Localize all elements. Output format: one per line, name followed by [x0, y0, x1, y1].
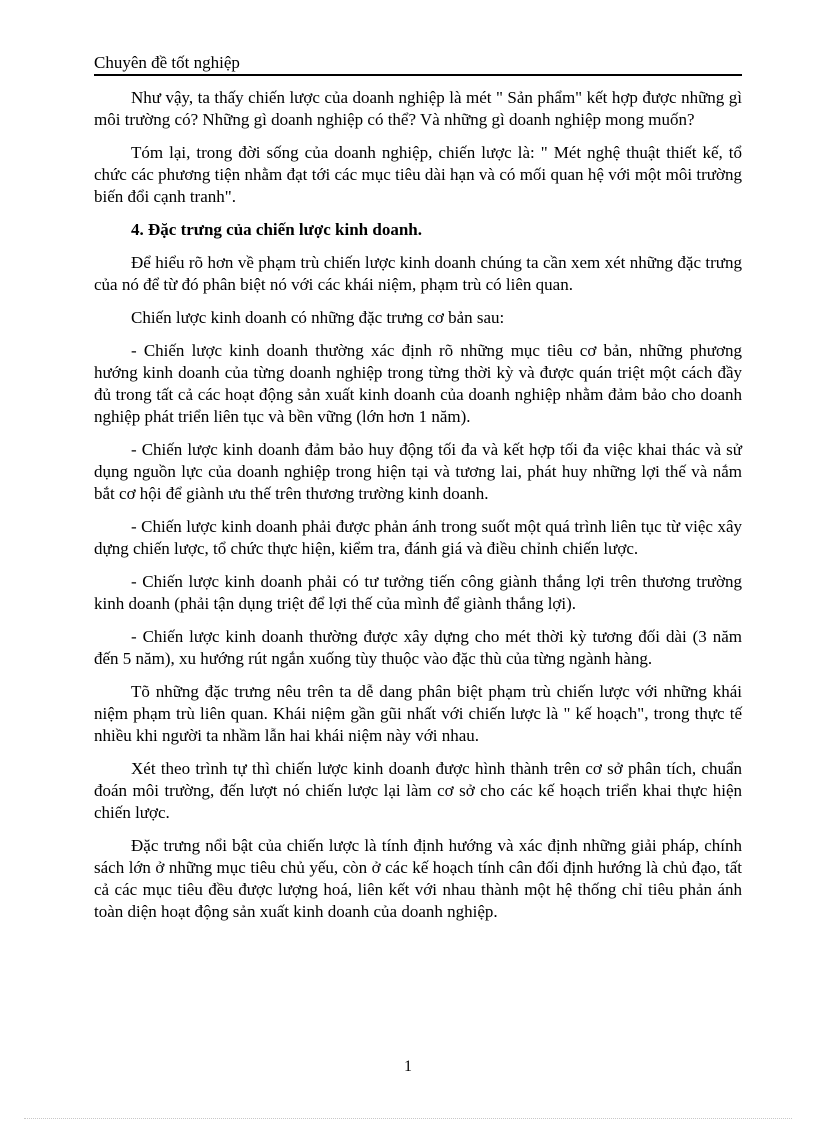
- paragraph: Để hiểu rõ hơn về phạm trù chiến lược kinh doanh chúng ta cần xem xét những đặc trưng của nó để từ đó phân biệt nó với các khái niệm, phạm trù có liên quan.: [94, 253, 742, 294]
- bullet-paragraph: - Chiến lược kinh doanh thường được xây dựng cho mét thời kỳ tương đối dài (3 năm đến 5 năm), xu hướng rút ngắn xuống tùy thuộc vào đặc thù của từng ngành hàng.: [94, 627, 742, 668]
- paragraph: Như vậy, ta thấy chiến lược của doanh nghiệp là mét " Sản phẩm" kết hợp được những gì môi trường có? Những gì doanh nghiệp có thể? Và những gì doanh nghiệp mong muốn?: [94, 88, 742, 129]
- bullet-paragraph: - Chiến lược kinh doanh phải được phản ánh trong suốt một quá trình liên tục từ việc xây dựng chiến lược, tổ chức thực hiện, kiểm tra, đánh giá và điều chỉnh chiến lược.: [94, 517, 742, 558]
- section-heading: 4. Đặc trưng của chiến lược kinh doanh.: [131, 220, 422, 239]
- page-number: 1: [404, 1058, 412, 1075]
- page-header: Chuyên đề tốt nghiệp: [94, 53, 240, 72]
- paragraph: Chiến lược kinh doanh có những đặc trưng cơ bản sau:: [131, 308, 505, 327]
- bullet-paragraph: - Chiến lược kinh doanh thường xác định rõ những mục tiêu cơ bản, những phương hướng kinh doanh của từng doanh nghiệp trong từng thời kỳ và được quán triệt một cách đầy đủ trong tất cả các hoạt động sản xuất kinh doanh của doanh nghiệp nhằm đảm bảo cho doanh nghiệp phát triển liên tục và bền vững (lớn hơn 1 năm).: [94, 341, 742, 426]
- paragraph: Đặc trưng nổi bật của chiến lược là tính định hướng và xác định những giải pháp, chính sách lớn ở những mục tiêu chủ yếu, còn ở các kế hoạch tính cân đối định hướng là chủ đạo, tất cả các mục tiêu đều được lượng hoá, liên kết với nhau thành một hệ thống chỉ tiêu phản ánh toàn diện hoạt động sản xuất kinh doanh của doanh nghiệp.: [94, 836, 742, 921]
- page-bottom-dotted-line: [24, 1118, 792, 1119]
- bullet-paragraph: - Chiến lược kinh doanh đảm bảo huy động tối đa và kết hợp tối đa việc khai thác và sử dụng nguồn lực của doanh nghiệp trong hiện tại và tương lai, phát huy những lợi thế và nắm bắt cơ hội để giành ưu thế trên thương trường kinh doanh.: [94, 440, 742, 503]
- paragraph: Tóm lại, trong đời sống của doanh nghiệp, chiến lược là: " Mét nghệ thuật thiết kế, tổ chức các phương tiện nhằm đạt tới các mục tiêu dài hạn và có mối quan hệ với một môi trường biến đổi cạnh tranh".: [94, 143, 742, 206]
- page-body: [94, 87, 742, 934]
- header-rule: [94, 74, 742, 76]
- paragraph: Xét theo trình tự thì chiến lược kinh doanh được hình thành trên cơ sở phân tích, chuẩn đoán môi trường, đến lượt nó chiến lược lại làm cơ sở cho các kế hoạch triển khai thực hiện chiến lược.: [94, 759, 742, 822]
- paragraph: Tõ những đặc trưng nêu trên ta dễ dang phân biệt phạm trù chiến lược với những khái niệm phạm trù liên quan. Khái niệm gần gũi nhất với chiến lược là " kế hoạch", trong thực tế nhiều khi người ta nhầm lẫn hai khái niệm này với nhau.: [94, 682, 742, 745]
- bullet-paragraph: - Chiến lược kinh doanh phải có tư tưởng tiến công giành thắng lợi trên thương trường kinh doanh (phải tận dụng triệt để lợi thế của mình để giành thắng lợi).: [94, 572, 742, 613]
